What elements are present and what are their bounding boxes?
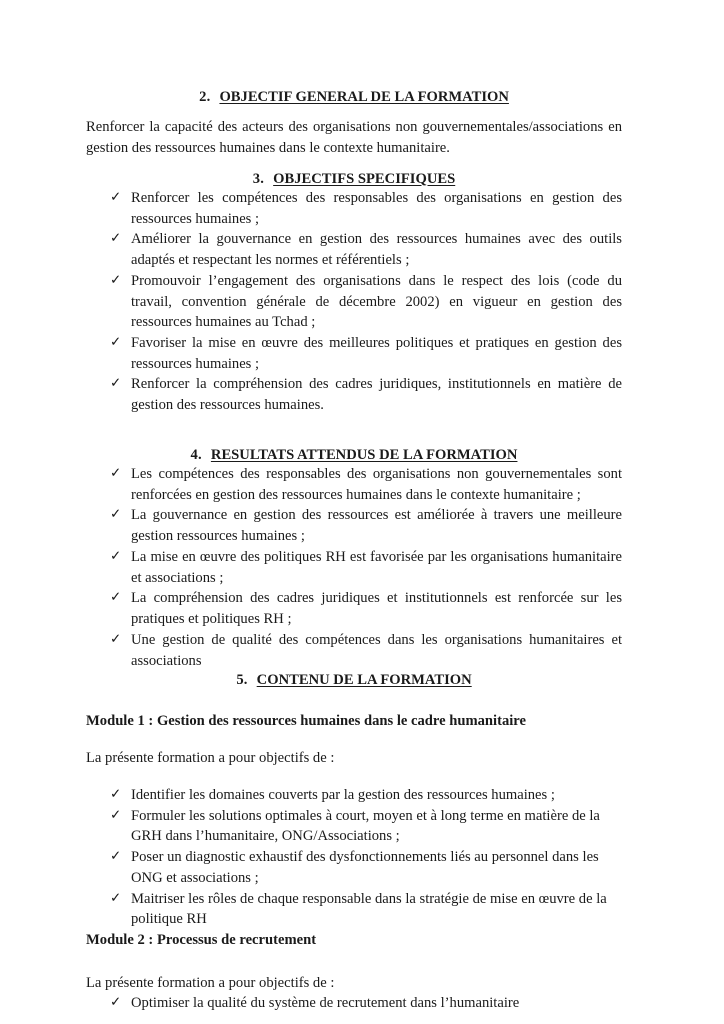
section-title: OBJECTIFS SPECIFIQUES: [273, 170, 456, 187]
list-item-text: La mise en œuvre des politiques RH est favorisée par les organisations humanitaire et associations ;: [131, 548, 622, 586]
spacer: [86, 106, 622, 117]
section-heading-objectifs-specifiques: [86, 170, 622, 188]
module-1-list: [86, 785, 622, 930]
section-title: RESULTATS ATTENDUS DE LA FORMATION: [210, 446, 518, 463]
list-item: [86, 464, 622, 505]
module-2-heading: Module 2 : Processus de recrutement: [86, 931, 317, 948]
list-item: [86, 271, 622, 333]
section-title: CONTENU DE LA FORMATION: [256, 672, 472, 689]
list-item-text: Renforcer les compétences des responsables des organisations en gestion des ressources humaines ;: [131, 189, 622, 227]
section-number: 4.: [190, 446, 202, 463]
list-item: [86, 785, 622, 806]
checkmark-bullet-icon: ✓: [110, 189, 122, 205]
resultats-attendus-list: [86, 464, 622, 671]
list-item-text: Optimiser la qualité du système de recrutement dans l’humanitaire: [131, 995, 520, 1012]
module-2-list: [86, 993, 622, 1014]
list-item-text: Poser un diagnostic exhaustif des dysfonctionnements liés au personnel dans les ONG et associations ;: [131, 849, 599, 886]
spacer: [86, 159, 622, 170]
list-item: [86, 188, 622, 229]
list-item-text: La gouvernance en gestion des ressources est améliorée à travers une meilleure gestion ressources humaines ;: [131, 507, 622, 545]
checkmark-bullet-icon: ✓: [110, 466, 122, 482]
module-1-heading: Module 1 : Gestion des ressources humaines dans le cadre humanitaire: [86, 713, 526, 730]
spacer: [86, 732, 622, 748]
checkmark-bullet-icon: ✓: [110, 548, 122, 564]
paragraph-objectif-general: Renforcer la capacité des acteurs des organisations non gouvernementales/associations en gestion des ressources humaines dans le contexte humanitaire.: [86, 119, 622, 156]
checkmark-bullet-icon: ✓: [110, 631, 122, 647]
list-item: [86, 547, 622, 588]
checkmark-bullet-icon: ✓: [110, 786, 122, 802]
list-item-text: La compréhension des cadres juridiques et institutionnels est renforcée sur les pratiques et politiques RH ;: [131, 590, 622, 628]
list-item: [86, 889, 622, 930]
list-item: [86, 229, 622, 270]
list-item-text: Favoriser la mise en œuvre des meilleures politiques et pratiques en gestion des ressources humaines ;: [131, 334, 622, 372]
list-item-text: Formuler les solutions optimales à court, moyen et à long terme en matière de la GRH dans l’humanitaire, ONG/Associations ;: [131, 807, 600, 845]
spacer: [86, 689, 622, 711]
section-number: 2.: [199, 89, 211, 105]
list-item-text: Une gestion de qualité des compétences dans les organisations humanitaires et associations: [131, 631, 622, 669]
list-item: [86, 374, 622, 415]
list-item-text: Améliorer la gouvernance en gestion des ressources humaines avec des outils adaptés et respectant les normes et référentiels ;: [131, 231, 622, 269]
document-content: [86, 88, 622, 1014]
list-item-text: Renforcer la compréhension des cadres juridiques, institutionnels en matière de gestion des ressources humaines.: [131, 376, 622, 414]
module-2-intro: La présente formation a pour objectifs de :: [86, 974, 335, 991]
section-heading-objectif-general: [86, 88, 622, 106]
checkmark-bullet-icon: ✓: [110, 890, 122, 906]
list-item: [86, 847, 622, 888]
checkmark-bullet-icon: ✓: [110, 995, 122, 1011]
checkmark-bullet-icon: ✓: [110, 376, 122, 392]
checkmark-bullet-icon: ✓: [110, 507, 122, 523]
list-item: [86, 993, 622, 1014]
section-heading-contenu-formation: [86, 671, 622, 689]
list-item: [86, 630, 622, 671]
checkmark-bullet-icon: ✓: [110, 334, 122, 350]
list-item: [86, 505, 622, 546]
checkmark-bullet-icon: ✓: [110, 590, 122, 606]
list-item: [86, 333, 622, 374]
spacer: [86, 951, 622, 973]
list-item: [86, 806, 622, 847]
checkmark-bullet-icon: ✓: [110, 272, 122, 288]
spacer: [86, 769, 622, 785]
list-item-text: Promouvoir l’engagement des organisations dans le respect des lois (code du travail, convention générale de décembre 2002) en vigueur en gestion des ressources humaines au Tchad ;: [131, 272, 622, 331]
module-1-intro: La présente formation a pour objectifs de :: [86, 750, 335, 767]
objectifs-specifiques-list: [86, 188, 622, 416]
list-item-text: Identifier les domaines couverts par la gestion des ressources humaines ;: [131, 786, 555, 803]
section-number: 3.: [252, 170, 265, 187]
section-title: OBJECTIF GENERAL DE LA FORMATION: [219, 89, 509, 105]
list-item: [86, 588, 622, 629]
checkmark-bullet-icon: ✓: [110, 807, 122, 823]
spacer: [86, 416, 622, 446]
section-heading-resultats-attendus: [86, 446, 622, 464]
section-number: 5.: [236, 672, 248, 689]
checkmark-bullet-icon: ✓: [110, 231, 122, 247]
list-item-text: Les compétences des responsables des organisations non gouvernementales sont renforcées en gestion des ressources humaines dans le contexte humanitaire ;: [131, 466, 622, 503]
list-item-text: Maitriser les rôles de chaque responsable dans la stratégie de mise en œuvre de la politique RH: [131, 890, 607, 928]
checkmark-bullet-icon: ✓: [110, 849, 122, 865]
